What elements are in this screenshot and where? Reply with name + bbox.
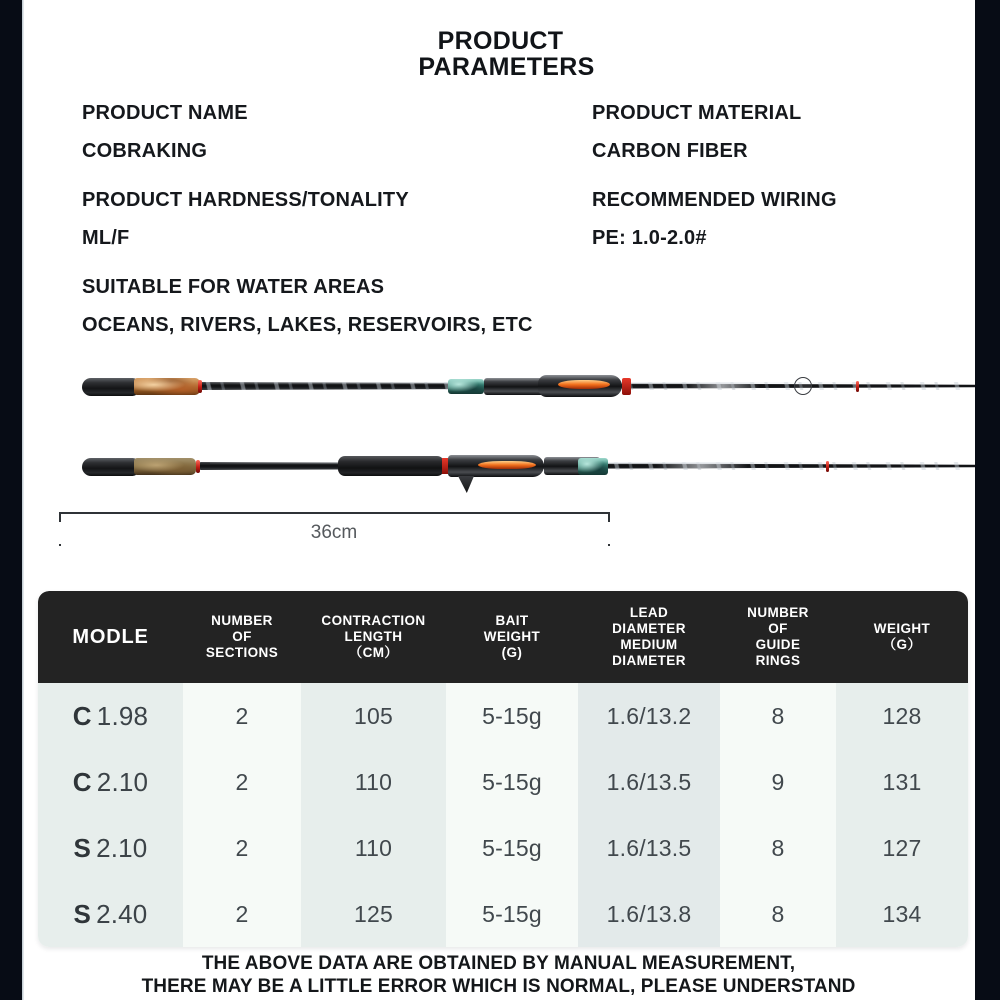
spec-value: CARBON FIBER: [592, 140, 748, 162]
casting-rod-image: [50, 443, 975, 489]
spec-value: COBRAKING: [82, 140, 208, 162]
header-line: WEIGHT: [483, 629, 541, 644]
cell-model: [38, 683, 183, 749]
cell-bait-weight: 5-15g: [446, 815, 578, 881]
header-line: WEIGHT: [873, 621, 931, 636]
model-prefix: S: [73, 898, 92, 929]
page-title-line-1: PRODUCT: [437, 27, 564, 55]
rod-brand-logo: [686, 382, 760, 388]
cell-lead-diameter: 1.6/13.8: [578, 881, 720, 947]
rod-tip-red-ring: [856, 381, 859, 392]
table-row: [38, 881, 968, 947]
cell-weight: 134: [836, 881, 968, 947]
cell-sections: 2: [183, 683, 301, 749]
spec-label: PRODUCT NAME: [82, 102, 248, 124]
cell-weight: 131: [836, 749, 968, 815]
rod-guide-ring: [794, 377, 812, 395]
cell-weight: 128: [836, 683, 968, 749]
rod-butt-cap: [82, 458, 138, 476]
model-prefix: C: [72, 700, 92, 731]
dimension-label-wrap: [52, 522, 616, 544]
spec-product-material: [592, 100, 975, 165]
spec-value: OCEANS, RIVERS, LAKES, RESERVOIRS, ETC: [82, 314, 533, 336]
header-line: OF: [232, 629, 252, 644]
cell-weight: 127: [836, 815, 968, 881]
table-header-sections: [183, 591, 301, 683]
rod-teal-wrap: [448, 379, 484, 394]
cell-contraction: 125: [301, 881, 446, 947]
specification-table: [38, 591, 968, 947]
rod-brand-logo: [656, 462, 748, 468]
header-line: (G): [501, 645, 523, 660]
header-line: （CM）: [348, 645, 399, 660]
spec-product-name: [82, 100, 582, 165]
rod-seat-red-accent: [622, 378, 631, 395]
header-line: RINGS: [755, 653, 801, 668]
dimension-measurement: [52, 510, 632, 554]
spec-recommended-wiring: [592, 187, 975, 252]
cell-sections: 2: [183, 881, 301, 947]
spec-value: ML/F: [82, 227, 130, 249]
cell-model: [38, 881, 183, 947]
cell-lead-diameter: 1.6/13.5: [578, 815, 720, 881]
table-row: [38, 683, 968, 749]
spinning-rod-image: [50, 363, 975, 409]
rod-cork-grip: [134, 458, 196, 475]
cell-sections: 2: [183, 749, 301, 815]
spec-label: PRODUCT HARDNESS/TONALITY: [82, 189, 409, 211]
rod-cork-grip: [134, 378, 200, 395]
rod-red-ring: [196, 460, 200, 473]
header-line: DIAMETER: [612, 653, 686, 668]
header-line: GUIDE: [755, 637, 801, 652]
cell-lead-diameter: 1.6/13.2: [578, 683, 720, 749]
header-line: SECTIONS: [205, 645, 279, 660]
model-size: 2.40: [96, 898, 148, 929]
header-line: LENGTH: [344, 629, 403, 644]
table-header-model: MODLE: [72, 626, 149, 648]
header-line: （G）: [882, 637, 922, 652]
header-line: NUMBER: [747, 605, 809, 620]
cell-lead-diameter: 1.6/13.5: [578, 749, 720, 815]
cell-contraction: 110: [301, 815, 446, 881]
rod-trigger-grip: [458, 476, 474, 493]
table-header-bait-weight: [446, 591, 578, 683]
rod-red-ring: [198, 380, 202, 393]
model-size: 1.98: [96, 700, 149, 731]
table-header-guide-rings: [720, 591, 836, 683]
table-header-contraction-length: [301, 591, 446, 683]
dimension-top-rule: [59, 512, 609, 514]
table-header-row: [38, 591, 968, 683]
table-row: [38, 749, 968, 815]
specification-column-left: [82, 100, 582, 361]
spec-water-areas: [82, 274, 582, 339]
rod-teal-wrap: [578, 458, 608, 475]
cell-guide-rings: 9: [720, 749, 836, 815]
model-prefix: S: [73, 832, 92, 863]
cell-guide-rings: 8: [720, 683, 836, 749]
disclaimer-line-1: THE ABOVE DATA ARE OBTAINED BY MANUAL MEASUREMENT,: [201, 953, 796, 974]
model-size: 2.10: [96, 832, 148, 863]
table-row: [38, 815, 968, 881]
rod-seat-flame-accent: [558, 380, 610, 389]
dimension-label: 36cm: [299, 522, 369, 543]
cell-guide-rings: 8: [720, 881, 836, 947]
cell-contraction: 105: [301, 683, 446, 749]
cell-guide-rings: 8: [720, 815, 836, 881]
spec-label: PRODUCT MATERIAL: [592, 102, 802, 124]
model-size: 2.10: [96, 766, 149, 797]
rod-tip-red-ring: [826, 461, 829, 472]
rod-seat-flame-accent: [478, 461, 536, 469]
cell-sections: 2: [183, 815, 301, 881]
measurement-disclaimer: [22, 952, 975, 998]
content-sheet: [22, 0, 975, 1000]
table-body: [38, 683, 968, 947]
rod-butt-cap: [82, 378, 138, 396]
specification-column-right: [592, 100, 975, 274]
cell-contraction: 110: [301, 749, 446, 815]
header-line: BAIT: [495, 613, 529, 628]
disclaimer-line-2: THERE MAY BE A LITTLE ERROR WHICH IS NORMAL, PLEASE UNDERSTAND: [141, 976, 856, 997]
header-line: CONTRACTION: [321, 613, 426, 628]
model-prefix: C: [72, 766, 92, 797]
header-line: NUMBER: [211, 613, 273, 628]
cell-bait-weight: 5-15g: [446, 881, 578, 947]
spec-value: PE: 1.0-2.0#: [592, 227, 707, 249]
spec-label: RECOMMENDED WIRING: [592, 189, 837, 211]
cell-bait-weight: 5-15g: [446, 749, 578, 815]
spec-label: SUITABLE FOR WATER AREAS: [82, 276, 385, 298]
header-line: DIAMETER: [612, 621, 686, 636]
page-title: [22, 28, 975, 80]
header-line: MEDIUM: [620, 637, 678, 652]
cell-bait-weight: 5-15g: [446, 683, 578, 749]
rod-foregrip: [338, 456, 444, 476]
table-header-lead-diameter: [578, 591, 720, 683]
spec-product-hardness: [82, 187, 582, 252]
header-line: LEAD: [629, 605, 669, 620]
header-line: OF: [768, 621, 788, 636]
page-title-line-2: PARAMETERS: [418, 53, 595, 81]
table-header-weight: [836, 591, 968, 683]
product-photo-area: [22, 355, 975, 515]
cell-model: [38, 749, 183, 815]
cell-model: [38, 815, 183, 881]
